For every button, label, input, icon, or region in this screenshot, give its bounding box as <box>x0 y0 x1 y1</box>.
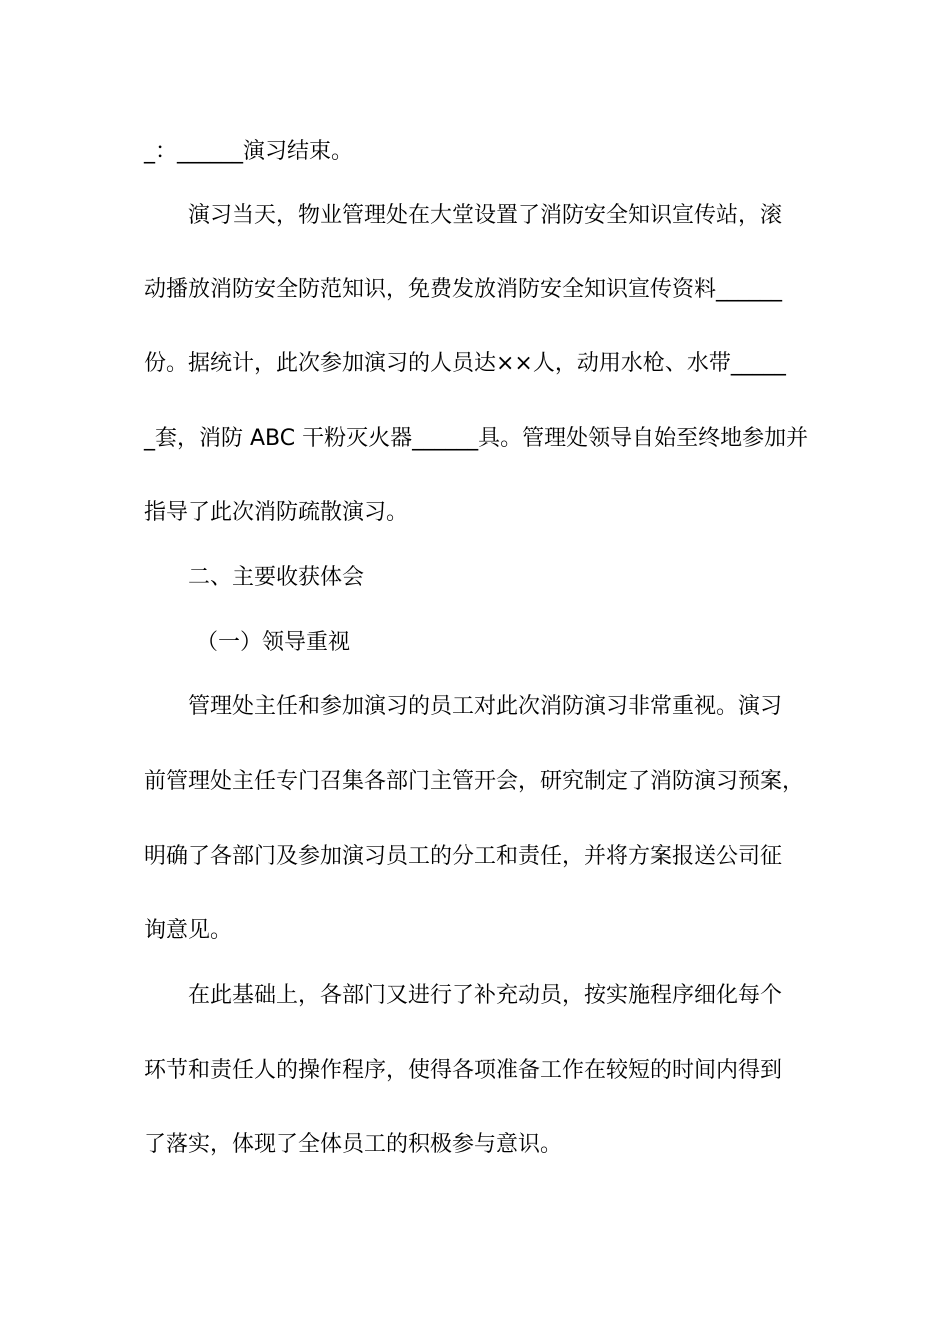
text-line: 明确了各部门及参加演习员工的分工和责任，并将方案报送公司征 <box>144 844 783 869</box>
text-line: 询意见。 <box>144 918 233 943</box>
text-line: 动播放消防安全防范知识，免费发放消防安全知识宣传资料______ <box>144 277 783 302</box>
text-line: _：______演习结束。 <box>144 139 354 164</box>
text-line: 环节和责任人的操作程序，使得各项准备工作在较短的时间内得到 <box>144 1058 783 1083</box>
subsection-heading: （一）领导重视 <box>196 630 351 655</box>
paragraph-line: 在此基础上，各部门又进行了补充动员，按实施程序细化每个 <box>188 983 783 1008</box>
section-heading: 二、主要收获体会 <box>188 565 365 590</box>
text-line: 指导了此次消防疏散演习。 <box>144 500 409 525</box>
paragraph-line: 演习当天，物业管理处在大堂设置了消防安全知识宣传站，滚 <box>188 203 783 228</box>
text-line: 份。据统计，此次参加演习的人员达××人，动用水枪、水带_____ <box>144 351 786 376</box>
text-line: 前管理处主任专门召集各部门主管开会，研究制定了消防演习预案， <box>144 769 805 794</box>
text-line: 了落实，体现了全体员工的积极参与意识。 <box>144 1132 563 1157</box>
text-line: _套，消防 ABC 干粉灭火器______具。管理处领导自始至终地参加并 <box>144 426 809 451</box>
paragraph-line: 管理处主任和参加演习的员工对此次消防演习非常重视。演习 <box>188 694 783 719</box>
